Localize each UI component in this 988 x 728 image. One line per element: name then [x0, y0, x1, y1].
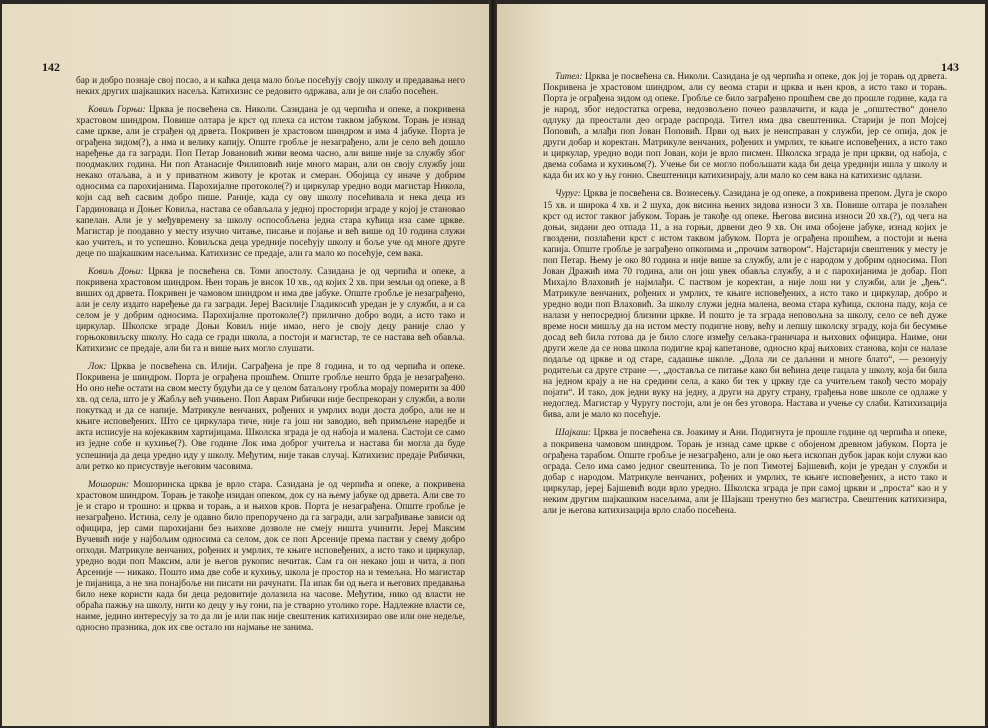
paragraph	[76, 76, 465, 98]
paragraph	[543, 72, 947, 182]
paragraph	[76, 105, 465, 260]
page-number: 143	[941, 60, 959, 74]
page-number: 142	[42, 60, 60, 74]
paragraph-body: Мошоринска црква је врло стара. Сазидана је од черпића и опеке, а покривена храстовом шиндром. Торањ је такође изидан опеком, док су на њему јабуке од дрвета. Али све то је и старо и трошно: и црква и торањ, а и њихов кров. Порта је незаграђена. Опште гробље је незаграђено. Истина, селу је одавно било препоручено да га загради, али заграђивање зависи од официра, јер сами парохијани без њихове дозволе не смеју ништа учинити. Јереј Максим Вучевић није у најбољим односима са селом, док се поп Арсеније према пастви у свему добро опходи. Матрикуле венчаних, рођених и умрлих, те књиге исповеђених, а исто тако и циркулар, уредно води поп Максим, али је његов рукопис нечитак. Сам га он некако још и чита, а поп Арсеније — никако. Пошто има две собе и кухињу, школа је простор на и темељна. Но магистар је пијаница, а не зна понајбоље ни писати ни рачунати. Па ипак би од њега и његових предавања било неке користи када би деца редовитије долазила на часове. Међутим, нико од власти не обраћа пажњу на школу, нити ко децу у њу гони, па је стварно утолико горе. Надлежне власти се, наиме, једино интересују за то да ли је или пак није свештеник катихизирао ове или оне недеље, односно празника, док их све остало ни најмање не занима.	[76, 479, 465, 634]
paragraph	[543, 189, 947, 421]
place-name: Шајкаш:	[555, 428, 591, 439]
book-gutter	[489, 0, 497, 728]
paragraph-body: Црква је посвећена св. Николи. Сазидана је од черпића и опеке, а покривена храстовом шиндром. Повише олтара је крст од плеха са истом таквом јабуком. Торањ је изнад саме цркве, али је сграђен од дрвета. Покривен је храстовом шиндром и има 4 јабуке. Порта је ограђена зидом(?), а има и велику капију. Опште гробље је незаграђено, али је село већ дошло наређење да га загради. Поп Петар Јовановић живи веома часно, али више није за службу због поодмаклих година. Ни поп Атанасије Филиповић није много маран, али он своју службу још некако отаљава, а и у приватном животу је кротак и смеран. Обојица су иначе у добрим односима са парохијанима. Парохијалне протоколе(?) и циркулар уредно води магистар Никола, који сад већ сасвим добро пише. Раније, када су ову школу посећивала и нека деца из Гардиноваца и Доњег Ковиља, настава се обављала у једној просторији зграде у којој је становао капелан. Али је у међувремену за школу оспособљена једна стара кућица иза саме цркве. Магистар је поодавно у месту изучио читање, писање и појање и већ више од 10 година служи као учитељ, и то успешно. Ковиљска деца уредније посећују школу и боље уче од многе друге деце по шајкашким насељима. Катихизис се предаје, али га мало ко посећује, сем вака.	[76, 105, 465, 259]
page-text	[76, 76, 465, 634]
paragraph	[76, 267, 465, 355]
paragraph-body: бар и добро познаје свој посао, а и каћка деца мало боље посећују своју школу и предавања него неких других шајкашких насеља. Катихизис се редовито одржава, али је он слабо посећен.	[76, 76, 465, 98]
paragraph-body: Црква је посвећена св. Томи апостолу. Сазидана је од черпића и опеке, а покривена храстовом шиндром. Њен торањ је висок 10 хв., од којих 2 хв. при земљи од опеке, а 8 виших од дрвета. Покривен је чамовом шиндром и има две јабуке. Опште гробље је незаграђено, али је селу издато наређење да га загради. Јереј Василије Гладикосић уредан је у служби, а и са селом је у добрим односима. Парохијалне протоколе(?) прилично добро води, а исто тако и циркулар. Школске зграде Доњи Ковиљ није имао, него је своју децу раније слао у горњоковиљску школу. Но сада се гради школа, а постоји и магистар, те се настава већ обавља. Катихизис се предаје, али би га и више њих могло слушати.	[76, 266, 465, 355]
right-page	[497, 4, 985, 726]
place-name: Мошорин:	[88, 479, 130, 490]
place-name: Ковиљ Доњи:	[88, 266, 144, 277]
paragraph	[76, 480, 465, 635]
left-page	[2, 4, 489, 726]
paragraph-body: Црква је посвећена св. Вознесењу. Сазидана је од опеке, а покривена препом. Дуга је скоро 15 хв. и широка 4 хв. и 2 шуха, док висина њених зидова износи 3 хв. Повише олтара је позлаћен крст од истог таквог јабуком. Торањ је такође од опеке. Његова висина износи 20 хв.(?), од чега на доњи, зидани део отпада 11, а на горњи, дрвени део 9 хв. Он има обојене јабуке, изнад којих је гвоздени, позлаћени крст с истом таквом јабуком. Порта је ограђена прошћем, а постоји и њена капија. Опште гробље је заграђено опкопима и „прочим затвором“. Најстарији свештеник у месту је поп Петар. Њему је око 80 година и није више за службу, али је с народом у добрим односима. Поп Јован Дражић има 70 година, али он још увек обавља службу, а и с парохијанима је добар. Поп Михајло Влаховић је најмлађи. С паством је коректан, а није лош ни у служби, али је „ђењ“. Матрикуле венчаних, рођених и умрлих, те књиге исповеђених, а исто тако и циркулар, добро и уредно води поп Влаховић. За школу служи једна малена, веома стара кућица, склона паду, која се налази у непосредној близини цркве. И пошто је та зграда неповољна за школу, село се већ дуже време носи мишљу да на истом месту подигне нову, већу и лепшу школску зграду, која би бесумње досад већ била готова да је било слоге између сељака-граничара и њихових официра. Наиме, они други желе да се нова школа подигне крај капетанове, односно крај њихових станова, који се налазе подаље од цркве и од старе, садашње школе. „Дола ли се даљнни и многе блато“, — резонују родитељи са друге стране —, „доставља се питање како би већина деце гацала у школу, која би била на једном крају а не на средини села, а како би тек у цркву где са учитељем такођ често морају појати“. И тако, док једни вуку на једну, а други на другу страну, грађења нове школе се одлаже у недоглед. Магистар у Чуругу постоји, али је он без уговора. Настава и учење су слаби. Катихизација бива, али је мало ко посећује.	[543, 189, 947, 421]
paragraph	[543, 428, 947, 516]
place-name: Ковиљ Горњи:	[88, 105, 146, 116]
paragraph	[76, 362, 465, 472]
paragraph-body: Црква је посвећена св. Јоакиму и Ани. Подигнута је прошле године од черпића и опеке, а покривена чамовом шиндром. Торањ је изнад саме цркве с обојеном древном јабуком. Порта је ограђена тарабом. Опште гробље је незаграђено, али је око њега ископан дубок јарак који служи као ограда. Село има само једног свештеника. То је поп Тимотеј Бајшевић, који је уредан у служби и добар с народом. Матрикуле венчаних, рођених и умрлих, те књиге исповеђених, а исто тако и циркулар, јереј Бајшевић води врло уредно. Школска зграда је при самој цркви и „проста“ као и у неким другим шајкашким насељима, али је Шајкаш тренутно без магистра. Свештеник катихизира, али је његова катихизација врло слабо посећена.	[543, 428, 947, 516]
page-text	[543, 72, 947, 517]
place-name: Чуруг:	[555, 189, 581, 200]
place-name: Лок:	[88, 362, 107, 373]
paragraph-body: Црква је посвећена св. Илији. Саграђена је пре 8 година, и то од черпића и опеке. Покривена је шиндром. Порта је ограђена прошћем. Опште гробље нешто брда је незаграђено. Но оно неће остати на свом месту будући да се у целом батаљону гробља морају померити за 400 хв. од села, што је у Жабљу већ учињено. Поп Аврам Рибички није беспрекоран у служби, а воли покуткад и да се напије. Матрикуле венчаних, рођених и умрлих води доста добро, али не и књиге исповеђених. Што се циркулара тиче, није га још ни заводио, већ примљене наредбе и акта исписује на којекаквим хартијицама. Школска зграда је од набоја и малена. Састоји се само из једне собе и кухиње(?). Ове године Лок има доброг учитеља и настава би могла да буде успешнија да деца уредно иду у школу. Међутим, није такав случај. Катихизис предаје Рибички, али ретко ко присуствује његовим часовима.	[76, 362, 465, 472]
place-name: Тител:	[555, 72, 583, 82]
paragraph-body: Црква је посвећена св. Николи. Сазидана је од черпића и опеке, док јој је торањ од дрвета. Покривена је храстовом шиндром, али су веома стари и црква и њен кров, а исто тако и торањ. Порта је ограђена зидом од опеке. Гробље се било заграђено прошћем све до прошле године, када га је народ, због недостатка огрева, недозвољено почео развлачити, и када је „општество“ донело одлуку да преостали део ограде распрода. Тител има два свештеника. Старији је поп Мојсеј Поповић, а млађи поп Јован Поповић. Први од њих је неисправан у служби, јер се опија, док је други добар и коректан. Матрикуле венчаних, рођених и умрлих, те књиге исповеђених, а исто тако и циркулар, уредно води поп Јован, који је врло писмен. Школска зграда је при цркви, од набоја, с двема собама и кухињом(?). Учење би се могло побољшати када би деца уреднији ишла у школу и када би их ко у њу гонио. Свештеници катихизирају, али мало ко сем вака на катихизис одлази.	[543, 72, 947, 182]
